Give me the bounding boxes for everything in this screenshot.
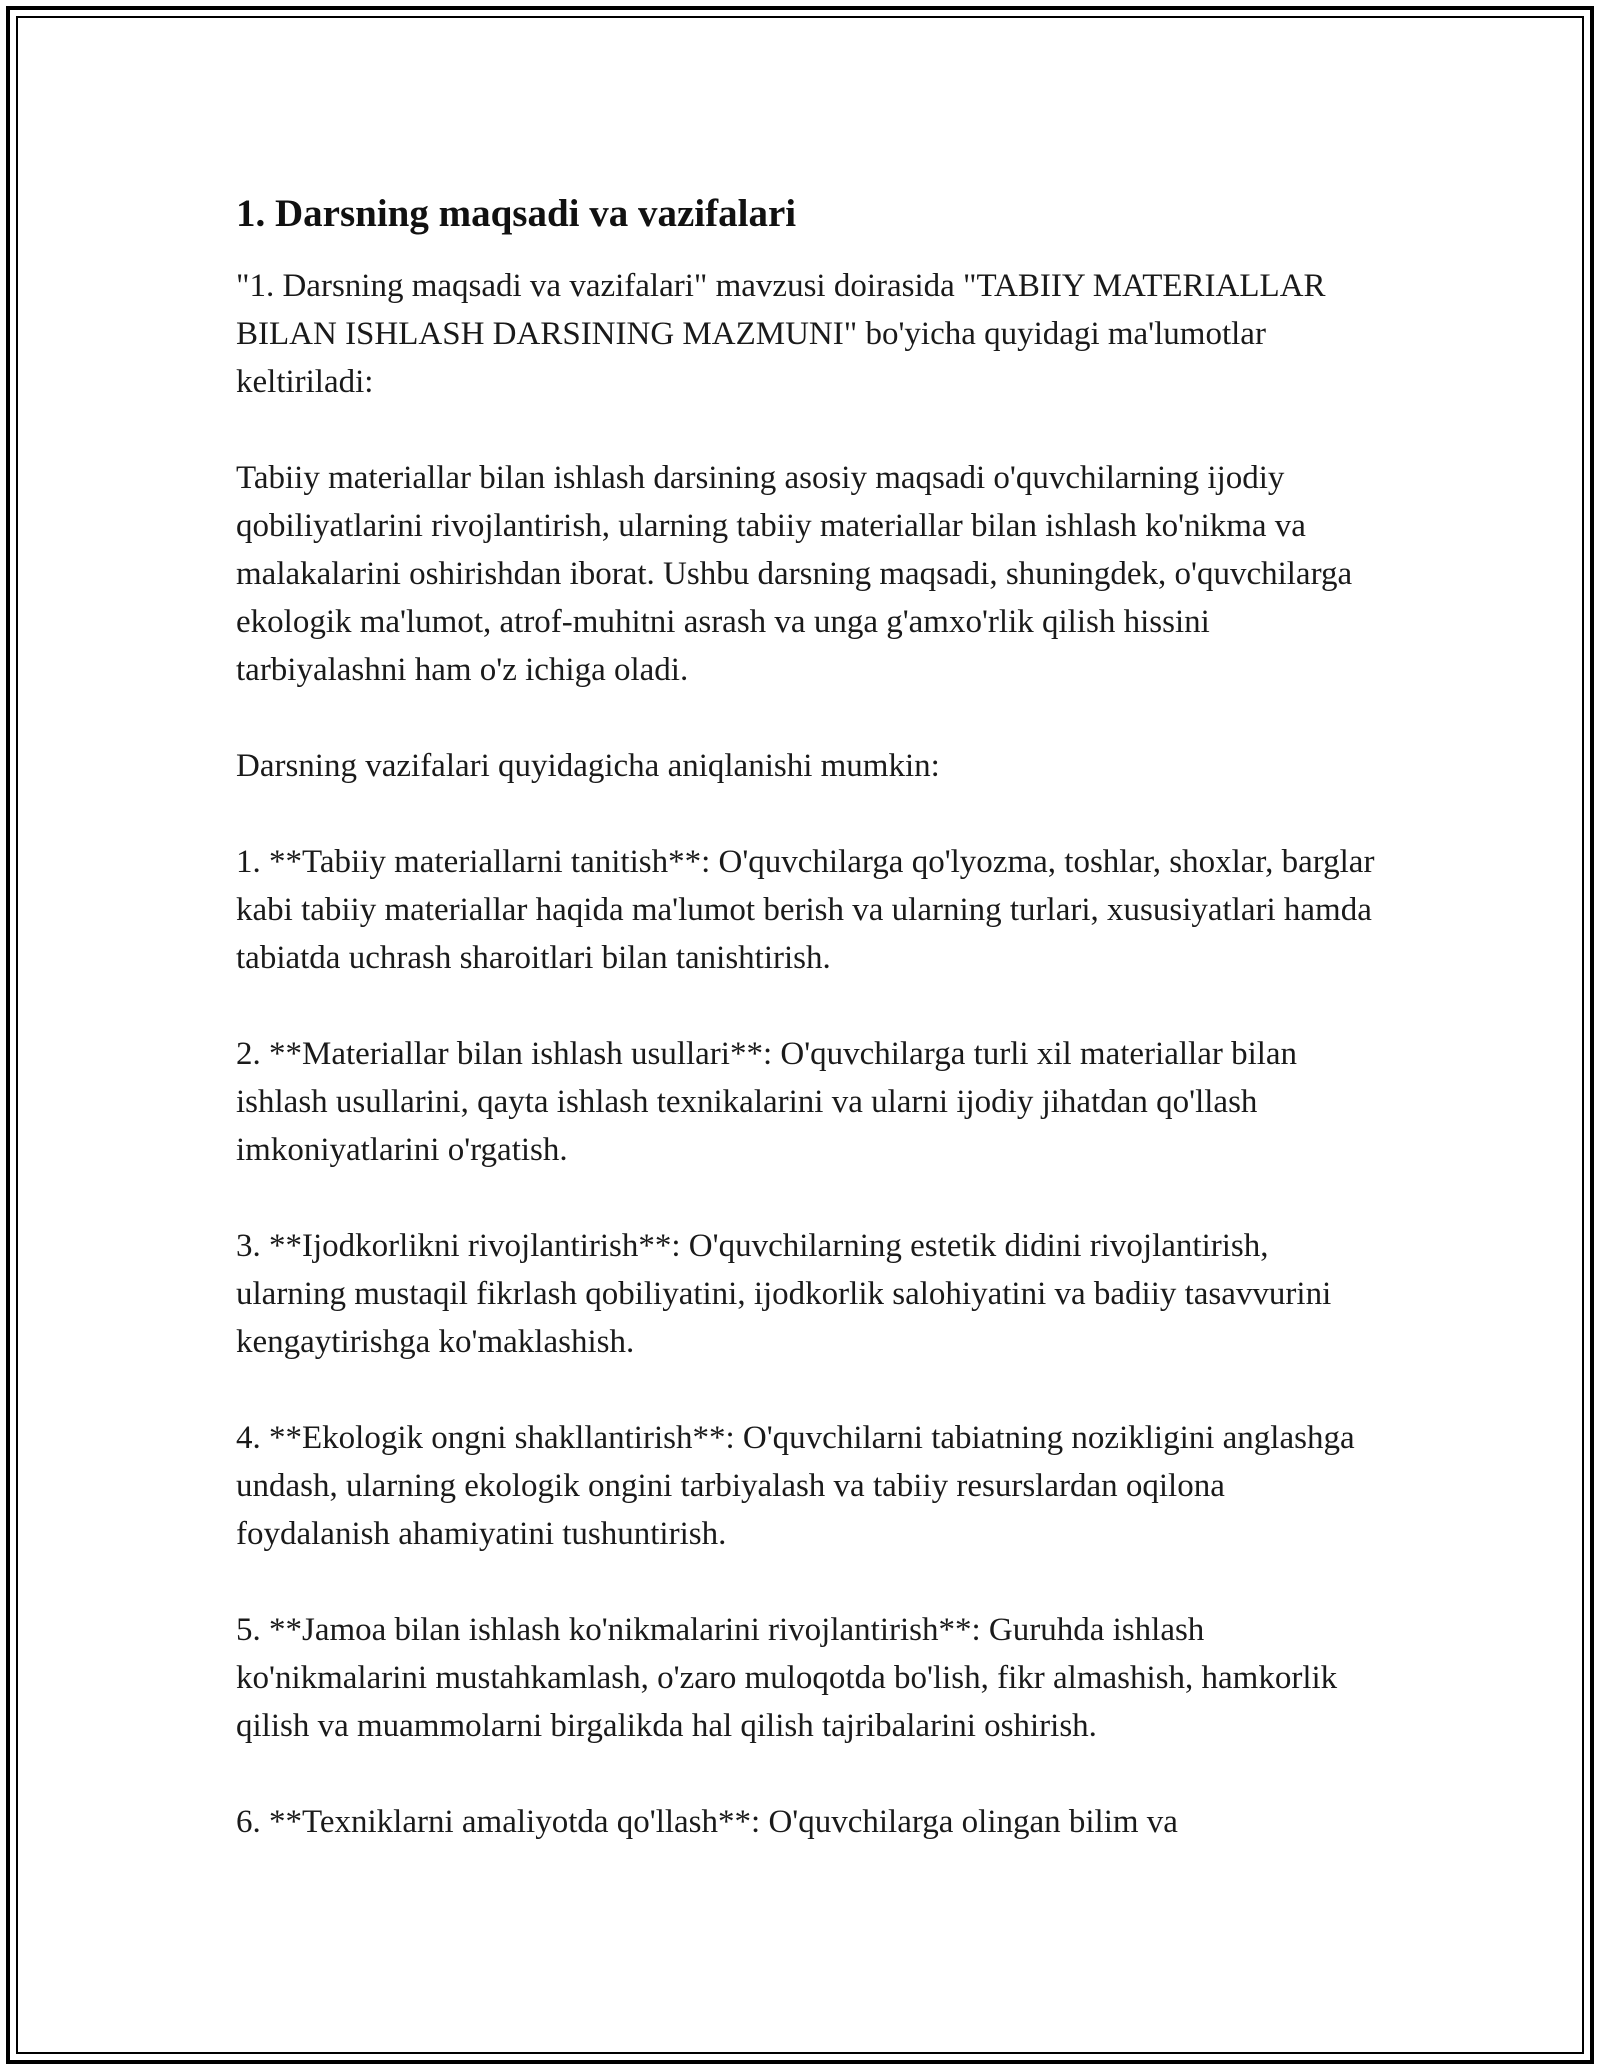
task-item-4: 4. **Ekologik ongni shakllantirish**: O'quvchilarni tabiatning nozikligini anglashga undash, ularning ekologik ongini tarbiyalash va tabiiy resurslardan oqilona foydalanish ahamiyatini tushuntirish. (236, 1420, 1355, 1552)
task-item-2: 2. **Materiallar bilan ishlash usullari**: O'quvchilarga turli xil materiallar bilan ishlash usullarini, qayta ishlash texnikalarini va ularni ijodiy jihatdan qo'llash imkoniyatlarini o'rgatish. (236, 1036, 1298, 1168)
goal-paragraph: Tabiiy materiallar bilan ishlash darsining asosiy maqsadi o'quvchilarning ijodiy qobiliyatlarini rivojlantirish, ularning tabiiy materiallar bilan ishlash ko'nikma va malakalarini oshirishdan iborat. Ushbu darsning maqsadi, shuningdek, o'quvchilarga ekologik ma'lumot, atrof-muhitni asrash va unga g'amxo'rlik qilish hissini tarbiyalashni ham o'z ichiga oladi. (236, 460, 1353, 688)
task-item-5: 5. **Jamoa bilan ishlash ko'nikmalarini rivojlantirish**: Guruhda ishlash ko'nikmalarini mustahkamlash, o'zaro muloqotda bo'lish, fikr almashish, hamkorlik qilish va muammolarni birgalikda hal qilish tajribalarini oshirish. (236, 1612, 1338, 1744)
intro-paragraph: "1. Darsning maqsadi va vazifalari" mavzusi doirasida "TABIIY MATERIALLAR BILAN ISHLASH DARSINING MAZMUNI" bo'yicha quyidagi ma'lumotlar keltiriladi: (236, 268, 1326, 400)
section-heading: 1. Darsning maqsadi va vazifalari (236, 192, 797, 235)
task-item-3: 3. **Ijodkorlikni rivojlantirish**: O'quvchilarning estetik didini rivojlantirish, ularning mustaqil fikrlash qobiliyatini, ijodkorlik salohiyatini va badiiy tasavvurini kengaytirishga ko'maklashish. (236, 1228, 1332, 1360)
task-item-6: 6. **Texniklarni amaliyotda qo'llash**: O'quvchilarga olingan bilim va (236, 1804, 1178, 1840)
task-item-1: 1. **Tabiiy materiallarni tanitish**: O'quvchilarga qo'lyozma, toshlar, shoxlar, barglar kabi tabiiy materiallar haqida ma'lumot berish va ularning turlari, xususiyatlari hamda tabiatda uchrash sharoitlari bilan tanishtirish. (236, 844, 1375, 976)
document-body (236, 186, 1386, 1846)
tasks-intro-paragraph: Darsning vazifalari quyidagicha aniqlanishi mumkin: (236, 748, 940, 784)
